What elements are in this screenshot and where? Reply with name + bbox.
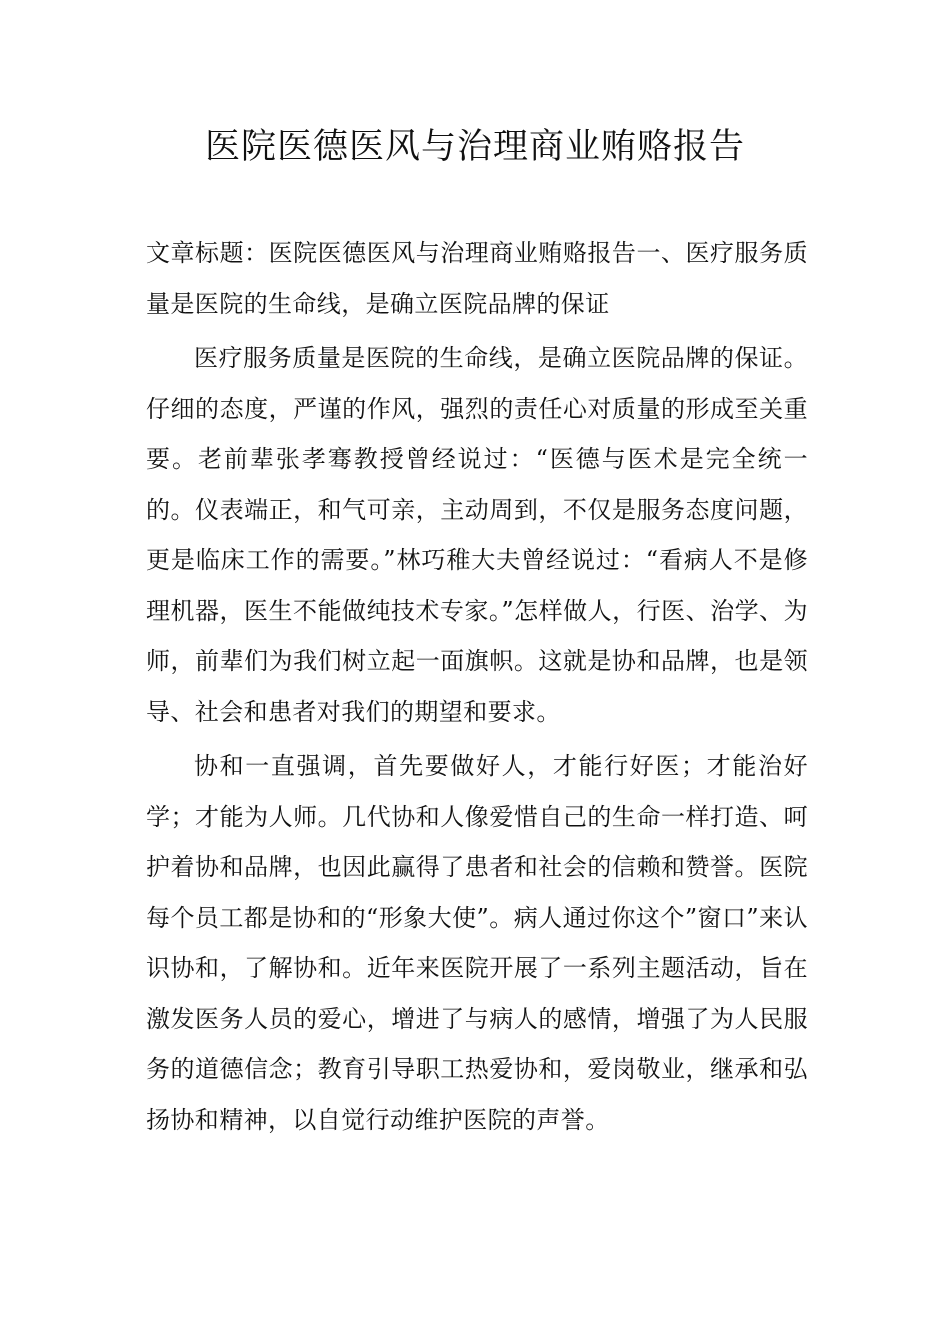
paragraph-article-heading: 文章标题：医院医德医风与治理商业贿赂报告一、医疗服务质量是医院的生命线，是确立医院品牌的保证 — [146, 239, 808, 318]
paragraph-service-quality: 医疗服务质量是医院的生命线，是确立医院品牌的保证。仔细的态度，严谨的作风，强烈的责任心对质量的形成至关重要。老前辈张孝骞教授曾经说过：“医德与医术是完全统一的。仪表端正，和气可亲，主动周到，不仅是服务态度问题，更是临床工作的需要。”林巧稚大夫曾经说过：“看病人不是修理机器，医生不能做纯技术专家。”怎样做人，行医、治学、为师，前辈们为我们树立起一面旗帜。这就是协和品牌，也是领导、社会和患者对我们的期望和要求。 — [146, 344, 808, 726]
document-body — [146, 228, 808, 1145]
paragraph-xiehe-brand: 协和一直强调，首先要做好人，才能行好医；才能治好学；才能为人师。几代协和人像爱惜自己的生命一样打造、呵护着协和品牌，也因此赢得了患者和社会的信赖和赞誉。医院每个员工都是协和的“形象大使”。病人通过你这个”窗口”来认识协和，了解协和。近年来医院开展了一系列主题活动，旨在激发医务人员的爱心，增进了与病人的感情，增强了为人民服务的道德信念；教育引导职工热爱协和，爱岗敬业，继承和弘扬协和精神，以自觉行动维护医院的声誉。 — [146, 752, 808, 1134]
document-title: 医院医德医风与治理商业贿赂报告 — [204, 127, 745, 167]
